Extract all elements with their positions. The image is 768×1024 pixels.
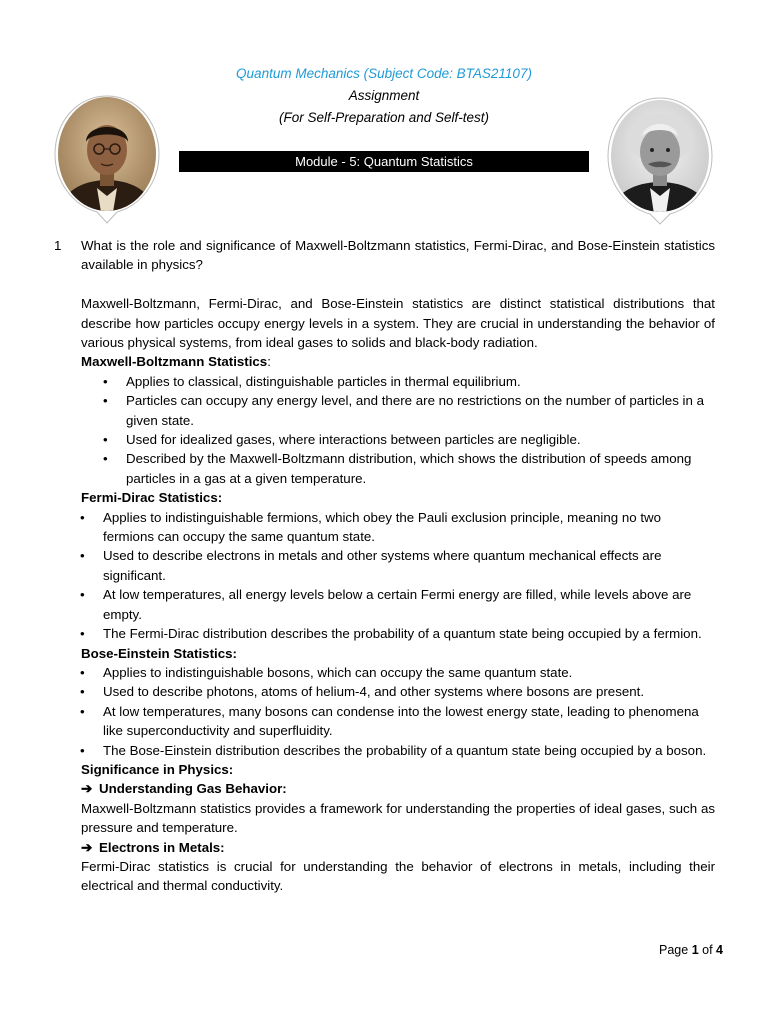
- page-total: 4: [716, 943, 723, 957]
- intro-paragraph: Maxwell-Boltzmann, Fermi-Dirac, and Bose-Einstein statistics are distinct statistical distributions that describe how particles occupy energy levels in a system. They are crucial in understanding the behavior of various physical systems, from ideal gases to solids and black-body radiation.: [81, 296, 715, 351]
- page-label: Page: [659, 943, 689, 957]
- electrons-metals-heading-text: Electrons in Metals:: [99, 839, 225, 855]
- list-item: • At low temperatures, many bosons can condense into the lowest energy state, leading to phenomena like superconductivity and superfluidity.: [81, 702, 715, 741]
- question-body: [81, 236, 715, 896]
- list-item: • Used to describe photons, atoms of helium-4, and other systems where bosons are present.: [81, 682, 715, 701]
- significance-heading: Significance in Physics:: [81, 761, 234, 777]
- list-item: • Particles can occupy any energy level, and there are no restrictions on the number of particles in a given state.: [81, 391, 715, 430]
- mb-list: [81, 372, 715, 488]
- be-heading: Bose-Einstein Statistics:: [81, 645, 237, 661]
- gas-behavior-heading: [81, 779, 715, 798]
- gas-behavior-text: Maxwell-Boltzmann statistics provides a framework for understanding the properties of ideal gases, such as pressure and temperature.: [81, 800, 715, 836]
- list-item: • At low temperatures, all energy levels below a certain Fermi energy are filled, while levels above are empty.: [81, 585, 715, 624]
- mb-heading-colon: :: [267, 354, 271, 370]
- arrow-right-icon: ➔: [81, 839, 93, 855]
- arrow-right-icon: ➔: [81, 781, 93, 797]
- list-item: • Used for idealized gases, where interactions between particles are negligible.: [81, 430, 715, 449]
- mb-heading-text: Maxwell-Boltzmann Statistics: [81, 354, 268, 370]
- be-list: [81, 663, 715, 760]
- list-item: • Applies to indistinguishable bosons, which can occupy the same quantum state.: [81, 663, 715, 682]
- document-subtitle-2: (For Self-Preparation and Self-test): [278, 110, 490, 125]
- mb-heading: [81, 352, 715, 371]
- page-current: 1: [691, 943, 699, 957]
- list-item: • Applies to indistinguishable fermions, which obey the Pauli exclusion principle, meaning no two fermions can occupy the same quantum state.: [81, 508, 715, 547]
- fd-heading: Fermi-Dirac Statistics:: [81, 490, 223, 506]
- document-subtitle: Assignment: [348, 88, 420, 103]
- module-banner: Module - 5: Quantum Statistics: [179, 151, 589, 172]
- electrons-metals-text: Fermi-Dirac statistics is crucial for understanding the behavior of electrons in metals, including their electrical and thermal conductivity.: [81, 858, 715, 894]
- list-item: • Described by the Maxwell-Boltzmann distribution, which shows the distribution of speeds among particles in a gas at a given temperature.: [81, 449, 715, 488]
- electrons-metals-heading: [81, 838, 715, 857]
- question-number: 1: [54, 238, 62, 253]
- document-title: Quantum Mechanics (Subject Code: BTAS21107): [236, 66, 532, 81]
- fd-list: [81, 508, 715, 644]
- page-number: [659, 943, 723, 957]
- list-item: • The Fermi-Dirac distribution describes the probability of a quantum state being occupied by a fermion.: [81, 624, 715, 643]
- gas-behavior-heading-text: Understanding Gas Behavior:: [99, 781, 287, 797]
- question-text: What is the role and significance of Maxwell-Boltzmann statistics, Fermi-Dirac, and Bose-Einstein statistics available in physics?: [81, 238, 715, 273]
- list-item: • Applies to classical, distinguishable particles in thermal equilibrium.: [81, 372, 715, 391]
- list-item: • Used to describe electrons in metals and other systems where quantum mechanical effects are significant.: [81, 546, 715, 585]
- list-item: • The Bose-Einstein distribution describes the probability of a quantum state being occupied by a boson.: [81, 741, 715, 760]
- page-of: of: [702, 943, 713, 957]
